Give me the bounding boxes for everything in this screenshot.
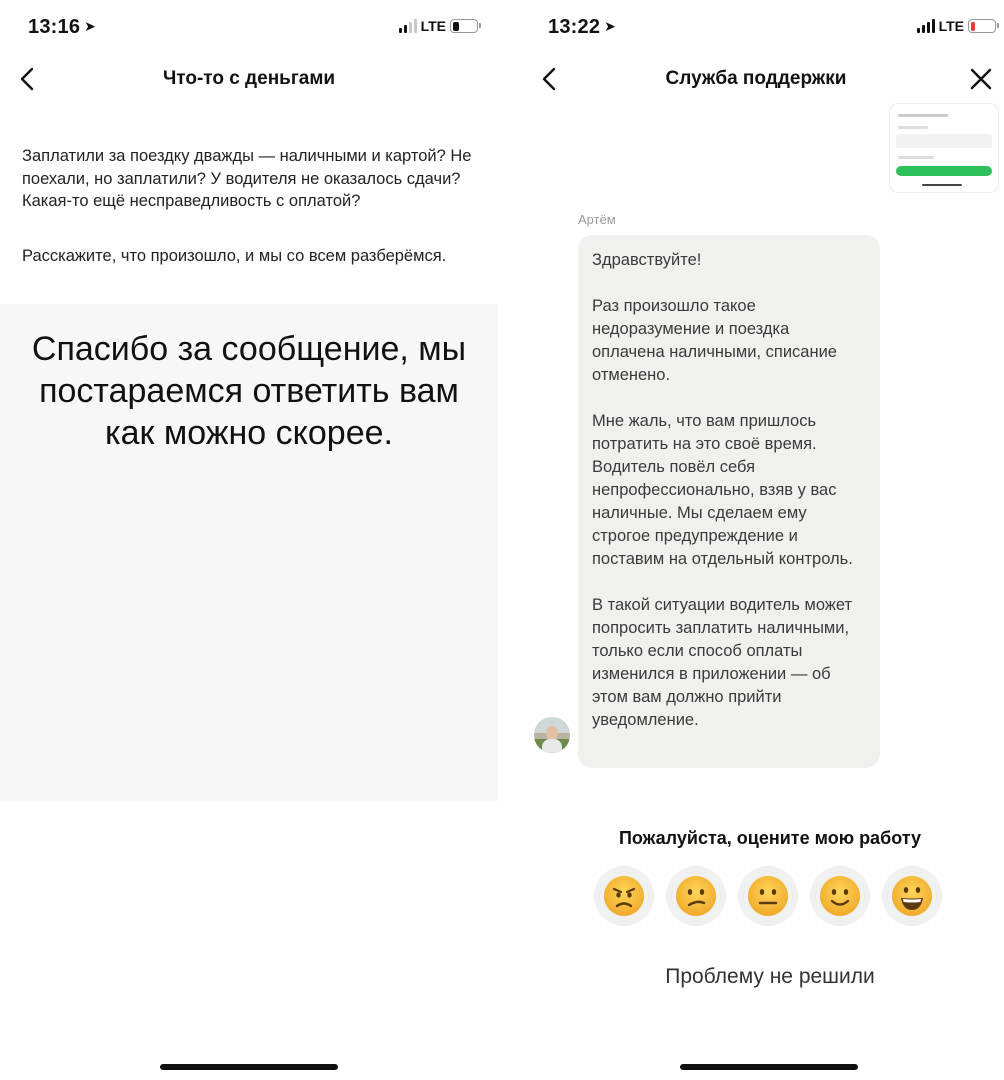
status-time: 13:16 ➤ bbox=[28, 16, 97, 38]
network-label: LTE bbox=[420, 18, 446, 34]
close-icon bbox=[970, 68, 992, 90]
status-bar bbox=[0, 0, 498, 56]
network-label: LTE bbox=[938, 18, 964, 34]
rate-confused-button[interactable] bbox=[666, 866, 726, 926]
rate-grinning-button[interactable] bbox=[882, 866, 942, 926]
slightly-smiling-face-icon bbox=[819, 875, 861, 917]
battery-icon bbox=[968, 19, 996, 33]
problem-not-solved-button[interactable]: Проблему не решили bbox=[665, 965, 875, 988]
grinning-face-icon bbox=[891, 875, 933, 917]
battery-icon bbox=[450, 19, 478, 33]
confused-face-icon bbox=[675, 875, 717, 917]
message-paragraph: Мне жаль, что вам пришлось потратить на это своё время. Водитель повёл себя непрофессионально, взяв у вас наличные. Мы сделаем ему строгое предупреждение и поставим на отдельный контроль. bbox=[592, 412, 853, 568]
home-indicator[interactable] bbox=[160, 1064, 338, 1070]
rate-neutral-button[interactable] bbox=[738, 866, 798, 926]
left-screen bbox=[0, 0, 498, 1080]
thanks-message: Спасибо за сообщение, мы постараемся ответить вам как можно скорее. bbox=[31, 330, 467, 452]
sender-name: Артём bbox=[578, 212, 616, 227]
thumb-field bbox=[896, 134, 992, 148]
instruction-text: Расскажите, что произошло, и мы со всем разберёмся. bbox=[22, 247, 447, 265]
attachment-thumbnail[interactable] bbox=[890, 104, 998, 192]
rating-options bbox=[594, 866, 942, 926]
neutral-face-icon bbox=[747, 875, 789, 917]
thanks-panel bbox=[0, 304, 498, 801]
thumb-home-bar bbox=[922, 184, 962, 186]
avatar bbox=[534, 717, 570, 753]
home-indicator[interactable] bbox=[680, 1064, 858, 1070]
rate-angry-button[interactable] bbox=[594, 866, 654, 926]
signal-icon bbox=[399, 19, 417, 33]
page-title: Что-то с деньгами bbox=[162, 68, 336, 89]
message-paragraph: Раз произошло такое недоразумение и поездка оплачена наличными, списание отменено. bbox=[592, 297, 837, 384]
thumb-line bbox=[898, 126, 928, 129]
message-paragraph: Здравствуйте! bbox=[592, 251, 702, 269]
thumb-line bbox=[898, 114, 948, 117]
message-bubble bbox=[578, 235, 880, 768]
thumb-line bbox=[898, 156, 934, 159]
nav-bar bbox=[0, 56, 498, 102]
signal-icon bbox=[917, 19, 935, 33]
right-screen bbox=[518, 0, 1004, 1080]
close-button[interactable] bbox=[964, 62, 998, 96]
location-arrow-icon: ➤ bbox=[604, 18, 617, 34]
thumb-button bbox=[896, 166, 992, 176]
message-paragraph: В такой ситуации водитель может попросить заплатить наличными, только если способ оплаты изменился в приложении — об этом вам должно прийти уведомление. bbox=[592, 596, 853, 729]
rating-title: Пожалуйста, оцените мою работу bbox=[618, 828, 922, 848]
status-indicators bbox=[917, 18, 996, 34]
rate-smiling-button[interactable] bbox=[810, 866, 870, 926]
intro-text: Заплатили за поездку дважды — наличными и картой? Не поехали, но заплатили? У водителя не оказалось сдачи? Какая-то ещё несправедливость с оплатой? bbox=[22, 147, 472, 210]
status-time: 13:22 ➤ bbox=[548, 16, 617, 38]
status-bar bbox=[518, 0, 1004, 56]
angry-face-icon bbox=[603, 875, 645, 917]
status-indicators bbox=[399, 18, 478, 34]
page-title: Служба поддержки bbox=[665, 68, 847, 89]
nav-bar bbox=[518, 56, 1004, 102]
location-arrow-icon: ➤ bbox=[84, 18, 97, 34]
